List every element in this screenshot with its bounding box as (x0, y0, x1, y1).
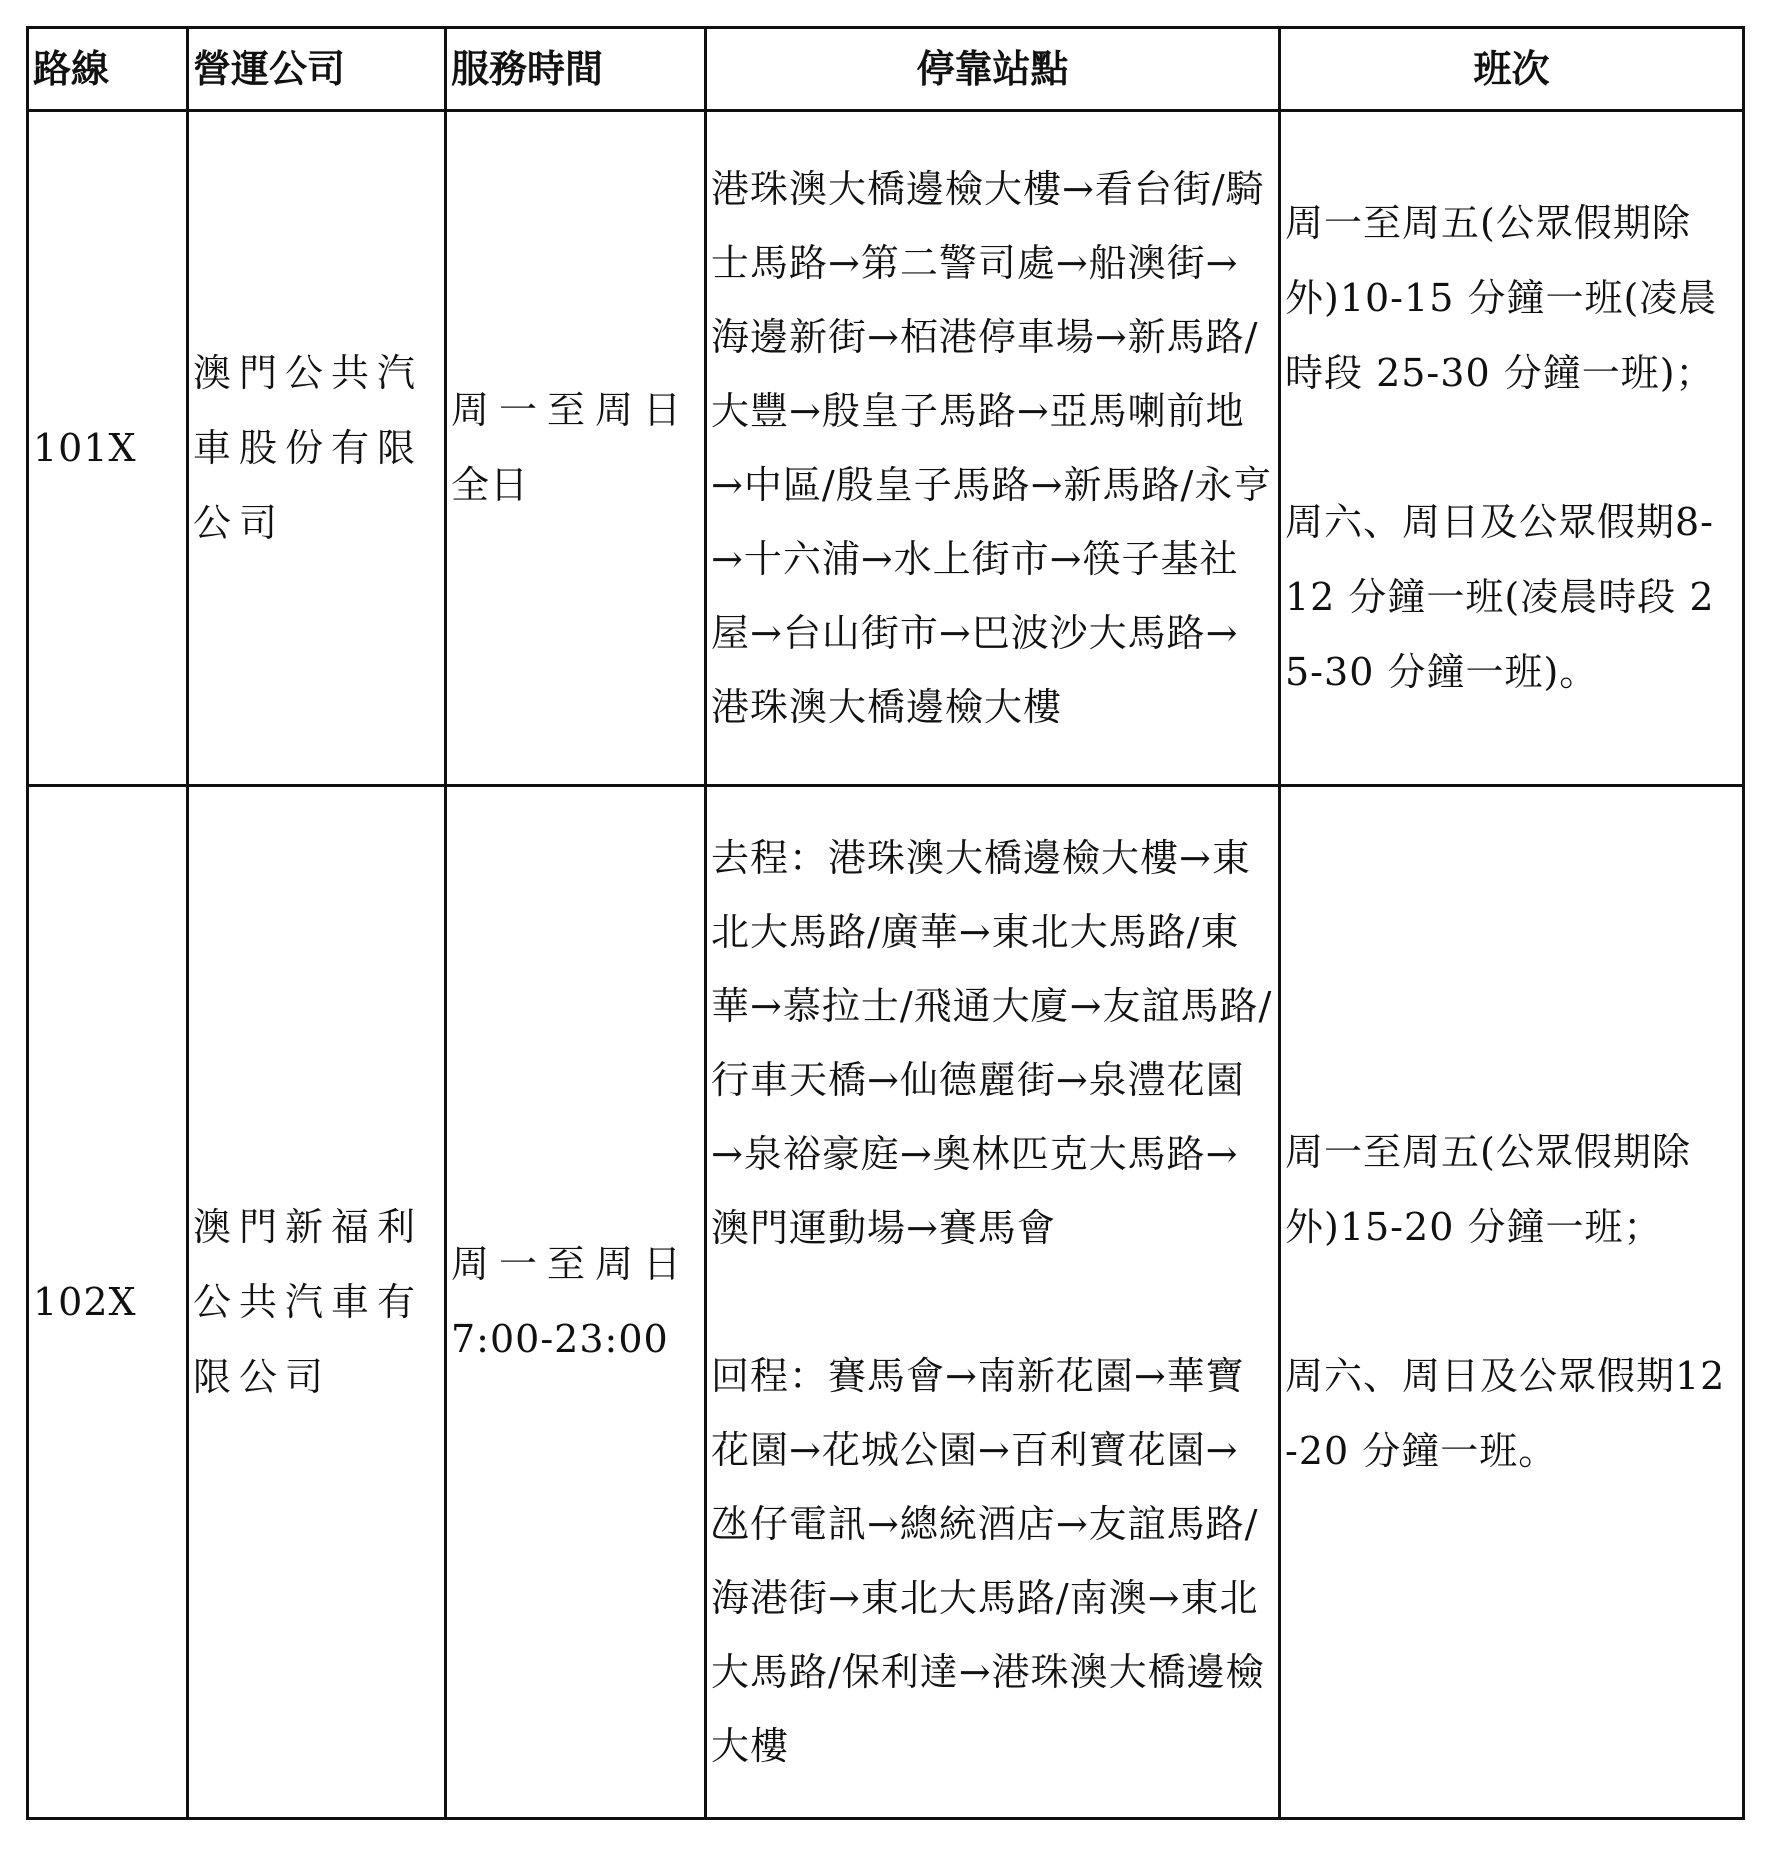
spacer (1285, 411, 1738, 485)
bus-routes-table (26, 26, 1745, 1820)
frequency-weekend: 周六、周日及公眾假期8-12 分鐘一班(凌晨時段 25-30 分鐘一班)。 (1285, 500, 1715, 694)
frequency (1280, 111, 1744, 786)
route-number: 102X (28, 786, 188, 1819)
service-hours (446, 786, 706, 1819)
table-row (28, 111, 1744, 786)
header-service-hours: 服務時間 (446, 28, 706, 111)
service-hours (446, 111, 706, 786)
header-frequency: 班次 (1280, 28, 1744, 111)
table-header-row (28, 28, 1744, 111)
table-row (28, 786, 1744, 1819)
spacer (1285, 1265, 1738, 1339)
spacer (711, 1265, 1274, 1339)
frequency (1280, 786, 1744, 1819)
stops-list (706, 786, 1280, 1819)
frequency-weekday: 周一至周五(公眾假期除外)15-20 分鐘一班； (1285, 1130, 1691, 1249)
stops-return: 回程：賽馬會→南新花園→華寶花園→花城公園→百利寶花園→氹仔電訊→總統酒店→友誼馬路/海港街→東北大馬路/南澳→東北大馬路/保利達→港珠澳大橋邊檢大樓 (711, 1354, 1265, 1768)
stops-list: 港珠澳大橋邊檢大樓→看台街/騎士馬路→第二警司處→船澳街→海邊新街→栢港停車場→新馬路/大豐→殷皇子馬路→亞馬喇前地→中區/殷皇子馬路→新馬路/永亨→十六浦→水上街市→筷子基社屋→台山街市→巴波沙大馬路→港珠澳大橋邊檢大樓 (706, 111, 1280, 786)
stops-outbound: 去程：港珠澳大橋邊檢大樓→東北大馬路/廣華→東北大馬路/東華→慕拉士/飛通大廈→友誼馬路/行車天橋→仙德麗街→泉澧花園→泉裕豪庭→奧林匹克大馬路→澳門運動場→賽馬會 (711, 836, 1273, 1250)
header-operator: 營運公司 (188, 28, 446, 111)
service-time: 7:00-23:00 (451, 1317, 669, 1361)
operator-name: 澳門公共汽車股份有限公司 (188, 111, 446, 786)
service-time: 全日 (451, 463, 530, 507)
header-stops: 停靠站點 (706, 28, 1280, 111)
service-days: 周一至周日 (451, 388, 692, 432)
service-days: 周一至周日 (451, 1242, 692, 1286)
route-number: 101X (28, 111, 188, 786)
frequency-weekend: 周六、周日及公眾假期12-20 分鐘一班。 (1285, 1354, 1726, 1473)
header-route: 路線 (28, 28, 188, 111)
frequency-weekday: 周一至周五(公眾假期除外)10-15 分鐘一班(凌晨時段 25-30 分鐘一班)； (1285, 201, 1718, 395)
operator-name: 澳門新福利公共汽車有限公司 (188, 786, 446, 1819)
